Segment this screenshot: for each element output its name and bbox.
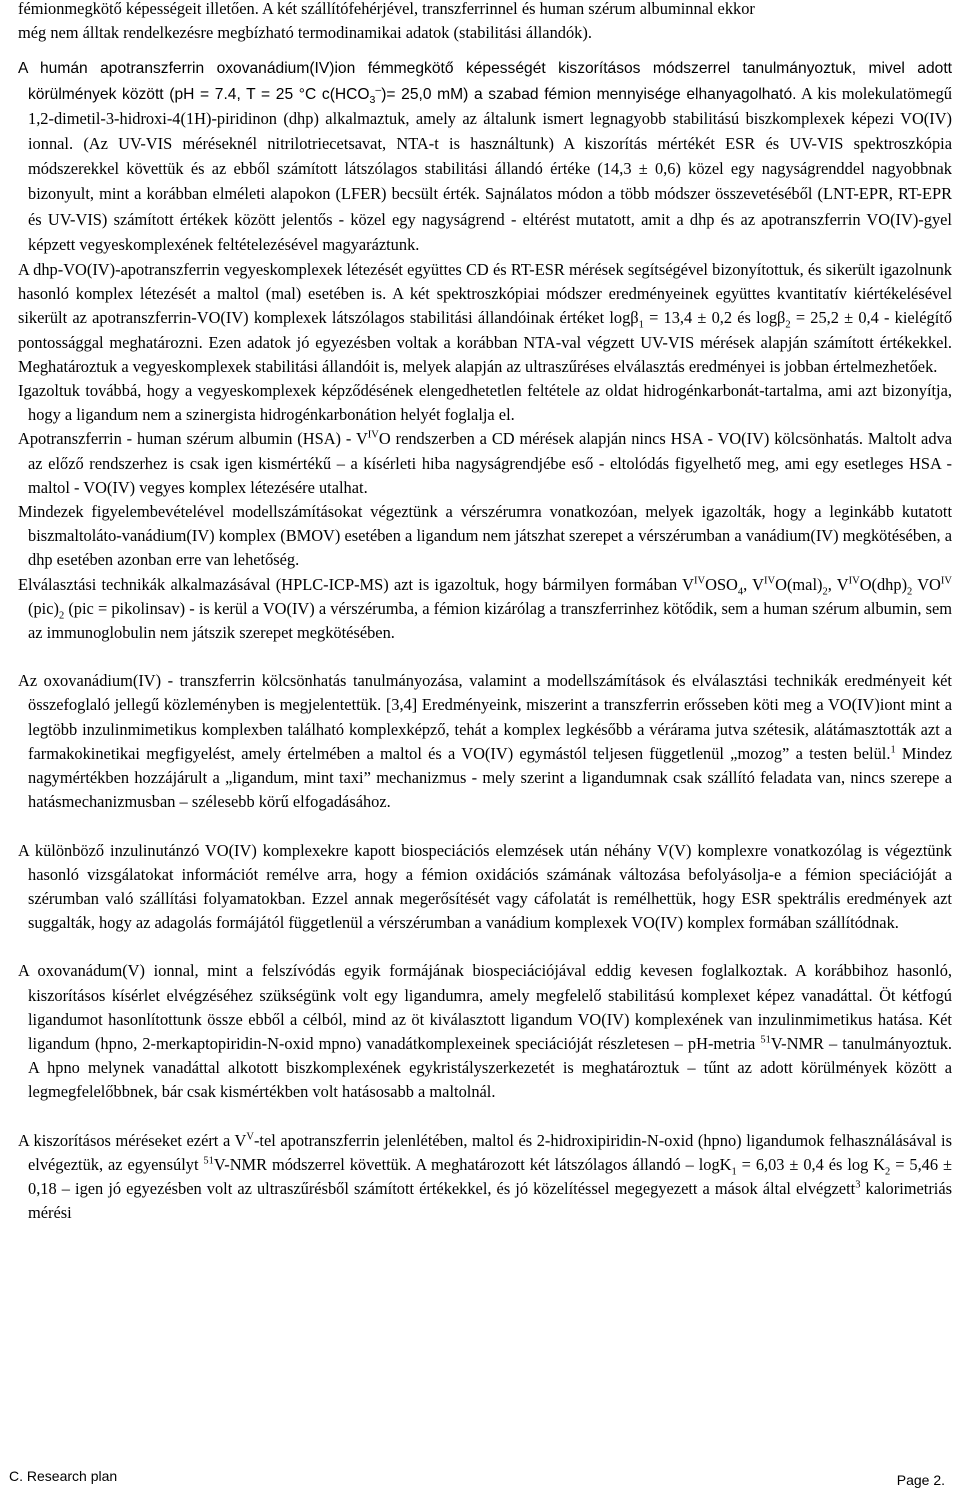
footer-page-number: Page 2. — [896, 1472, 945, 1488]
paragraph-11: A kiszorításos méréseket ezért a $V^V$-tel apotranszferrin jelenlétében, maltol és 2-hidroxipiridin-N-oxid (hpno) ligandumok felhasználásával is elvégeztük, az egyensúlyt $^{51}$V-NMR módszerrel követtük. A meghatározott két látszólagos állandó – logK$_1$ = 6,03 ± 0,4 és $\log K_2 = 5,46 \pm 0,18$ – igen jó egyezésben volt az ultraszűrésből számított értékekkel, és jó közelítéssel megegyezett a mások által elvégzett$^3$ kalorimetriás mérési — [18, 1130, 952, 1223]
paragraph-1-line-2: még nem álltak rendelkezésre megbízható termodinamikai adatok (stabilitási állandók). — [18, 23, 592, 43]
paragraph-5: Apotranszferrin - human szérum albumin $(HSA) - V^{IV}O$ rendszerben a CD mérések alapján nincs HSA - VO(IV) kölcsönhatás. Maltolt adva az előző rendszerhez is csak igen kismértékű – a kísérleti hiba nagyságrendjébe eső - eltolódás figyelhető meg, ami egy esetleges HSA - maltol - VO(IV) vegyes komplex létezésére utalhat. — [18, 429, 952, 497]
paragraph-3: A dhp-VO(IV)-apotranszferrin vegyeskomplexek létezését együttes CD és RT-ESR mérések segítségével bizonyítottuk, és sikerült igazolnunk hasonló komplex létezését a maltol (mal) esetében is. A két spektroszkópiai módszer eredményeinek együttes kvantitatív kiértékelésével sikerült az apotranszferrin-VO(IV) komplexek látszólagos stabilitási állandóinak értéket logβ$_1$ = 13,4 ± 0,2 és logβ$_2$ = 25,2 ± 0,4 - kielégítő pontossággal meghatározni. Ezen adatok jó egyezésben voltak a korábban NTA-val végzett UV-VIS mérések alapján számított értékekkel. Meghatároztuk a vegyeskomplexek stabilitási állandóit is, melyek alapján az ultraszűréses elválasztás eredményei is jobban értelmezhetőek. — [18, 260, 953, 376]
paragraph-1-line-1: fémionmegkötő képességeit illetően. A két szállítófehérjével, transzferrinnel és human szérum albuminnal ekkor — [18, 0, 755, 18]
paragraph-10: A oxovanádum(V) ionnal, mint a felszívódás egyik formájának biospeciációjával eddig kevesen foglalkoztak. A korábbihoz hasonló, kiszorításos kísérlet elvégzéséhez szükségünk volt egy ligandumra, amely megfelelő stabilitású komplexet képez vanadáttal. Öt kétfogú ligandumot hasonlítottunk össze ebből a célból, mind az öt kiválasztott ligandum VO(IV) komplexének van inzulinmimetikus hatása. Két ligandum (hpno, 2-merkaptopiridin-N-oxid mpno) vanadátkomplexeinek speciációját részletesen – pH-metria $^{51}$V-NMR – tanulmányoztuk. A hpno melynek vanadáttal alkotott biszkomplexének egykristályszerkezetét is meghatároztuk – tűnt az adott körülmények között a legmegfelelőbbnek, bár csak kismértékben volt hatásosabb a maltolnál. — [18, 961, 952, 1102]
footer-section-label: C. Research plan — [9, 1468, 118, 1484]
paragraph-1 — [18, 0, 952, 45]
paragraph-2: A humán apotranszferrin oxovanádium(IV)ion fémmegkötő képességét kiszorításos módszerrel tanulmányoztuk, mivel adott körülmények között (pH = 7.4, T = 25 °C $c(HCO_3^-)= 25,0$ mM) a szabad fémion mennyisége elhanyagolható. A kis molekulatömegű 1,2-dimetil-3-hidroxi-4(1H)-piridinon (dhp) alkalmaztuk, amely az általunk ismert legnagyobb stabilitású biszkomplexek képezi VO(IV) ionnal. (Az UV-VIS méréseknél nitrilotriecetsavat, NTA-t is használtunk) A kiszorítás mértékét ESR és UV-VIS spektroszkópia módszerekkel követtük és az ebből számított látszólagos stabilitási állandó értéke (14,3 ± 0,6) közel egy nagyságrenddel nagyobbnak bizonyult, mint a korábban elméleti alapokon (LFER) becsült érték. Sajnálatos módon a több módszer összevetéséből (LNT-EPR, RT-EPR és UV-VIS) számított értékek között jelentős - közel egy nagyságrend - eltérést mutatott, amit a dhp és az apotranszferrin VO(IV)-gyel képzett vegyeskomplexének feltételezésével magyaráztunk. — [18, 60, 953, 254]
paragraph-4: Igazoltuk továbbá, hogy a vegyeskomplexek képződésének elengedhetetlen feltétele az oldat hidrogénkarbonát-tartalma, ami azt bizonyítja, hogy a ligandum nem a szinergista hidrogénkarbonátion helyét foglalja el. — [18, 381, 952, 425]
paragraph-7: Elválasztási technikák alkalmazásával (HPLC-ICP-MS) azt is igazoltuk, hogy bármilyen formában $V^{IV}OSO_4$, $V^{IV}O(mal)_2$, $V^{IV}O(dhp)_2$ $VO^{IV}$ $(pic)_2$ (pic = pikolinsav) - is kerül a VO(IV) a vérszérumba, a fémion kizárólag a transzferrinhez kötődik, sem a human szérum albumin, sem az immunoglobulin nem játszik szerepet megkötésében. — [18, 574, 952, 643]
paragraph-9: A különböző inzulinutánzó VO(IV) komplexekre kapott biospeciációs elemzések után néhány V(V) komplexre vonatkozólag is végeztünk hasonló vizsgálatokat információt remélve arra, hogy a fémion oxidációs számának változása befolyásolja-e a fémion speciációját a szérumban való szállítási folyamatokban. Ezzel annak megerősítését vagy cáfolatát is remélhettük, hogy ESR spektrális eredmények azt suggalták, hogy az adagolás formájától függetlenül a vérszérumban a vanádium komplexek VO(IV) komplex formában szállítódnak. — [18, 840, 952, 933]
page-footer — [9, 1466, 951, 1490]
paragraph-8: Az oxovanádium(IV) - transzferrin kölcsönhatás tanulmányozása, valamint a modellszámítások és elválasztási technikák eredményeit két összefoglaló jellegű közleményben is megjelentettük. [3,4] Eredményeink, miszerint a transzferrin erősseben köti meg a VO(IV)iont mint a legtöbb inzulinmimetikus komplexben található komplexképző, tehát a komplex legkésőbb a vérárama jutva szétesik, alátámasztották azt a farmakokinetikai megfigyelést, amely értelmében a maltol és a VO(IV) egymástól teljesen függetlenül „mozog” a testen belül.$^1$ Mindez nagymértékben hozzájárult a „ligandum, mint taxi” mechanizmus - mely szerint a ligandumnak csak szállító feladata van, nincs szerepe a hatásmechanizmusban – szélesebb körű elfogadásához. — [18, 671, 952, 812]
paragraph-6: Mindezek figyelembevételével modellszámításokat végeztünk a vérszérumra vonatkozóan, melyek igazolták, hogy a leginkább kutatott biszmaltoláto-vanádium(IV) komplex (BMOV) esetében a ligandum nem játszhat szerepet a vérszérumban a vanádium(IV) megkötésében, a dhp esetében azonban erre van lehetőség. — [18, 502, 952, 570]
